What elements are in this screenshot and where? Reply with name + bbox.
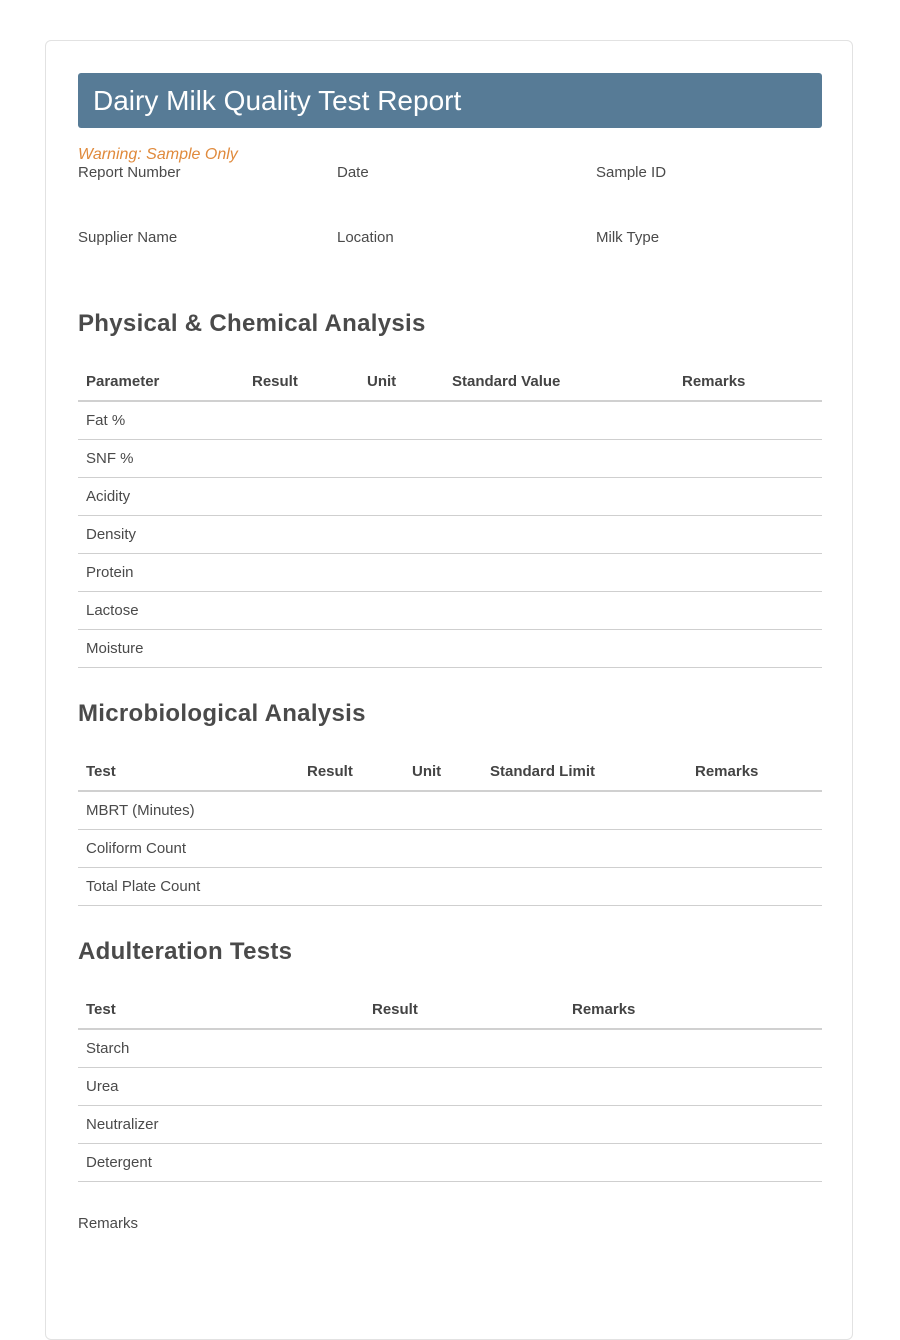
standard-cell[interactable] <box>444 630 674 668</box>
test-name: Urea <box>78 1068 364 1106</box>
remarks-cell[interactable] <box>674 401 822 440</box>
remarks-cell[interactable] <box>674 630 822 668</box>
table-row <box>78 830 822 868</box>
standard-cell[interactable] <box>482 868 687 906</box>
result-cell[interactable] <box>244 554 359 592</box>
meta-milk-type: Milk Type <box>596 229 660 246</box>
col-result: Result <box>244 362 359 401</box>
report-header <box>78 73 822 128</box>
parameter-name: Protein <box>78 554 244 592</box>
result-cell[interactable] <box>364 1144 564 1182</box>
report-content <box>78 73 822 1232</box>
table-row <box>78 1144 822 1182</box>
unit-cell[interactable] <box>359 554 444 592</box>
col-parameter: Parameter <box>78 362 244 401</box>
standard-cell[interactable] <box>444 516 674 554</box>
table-row <box>78 592 822 630</box>
result-cell[interactable] <box>299 791 404 830</box>
col-unit: Unit <box>359 362 444 401</box>
meta-supplier-name: Supplier Name <box>78 229 178 246</box>
result-cell[interactable] <box>244 516 359 554</box>
report-card <box>45 40 853 1340</box>
table-row <box>78 516 822 554</box>
table-row <box>78 1029 822 1068</box>
standard-cell[interactable] <box>444 478 674 516</box>
col-result: Result <box>299 752 404 791</box>
result-cell[interactable] <box>244 440 359 478</box>
unit-cell[interactable] <box>359 516 444 554</box>
test-name: Total Plate Count <box>78 868 299 906</box>
parameter-name: Lactose <box>78 592 244 630</box>
warning-text: Warning: Sample Only <box>78 146 238 163</box>
adulteration-section-title: Adulteration Tests <box>78 938 293 965</box>
table-row <box>78 401 822 440</box>
remarks-cell[interactable] <box>564 1106 822 1144</box>
test-name: MBRT (Minutes) <box>78 791 299 830</box>
table-row <box>78 868 822 906</box>
standard-cell[interactable] <box>444 440 674 478</box>
col-remarks: Remarks <box>564 990 822 1029</box>
remarks-cell[interactable] <box>687 868 822 906</box>
remarks-cell[interactable] <box>687 791 822 830</box>
result-cell[interactable] <box>244 401 359 440</box>
remarks-cell[interactable] <box>564 1029 822 1068</box>
parameter-name: SNF % <box>78 440 244 478</box>
col-standard-limit: Standard Limit <box>482 752 687 791</box>
result-cell[interactable] <box>299 830 404 868</box>
physical-section-title: Physical & Chemical Analysis <box>78 310 426 337</box>
result-cell[interactable] <box>299 868 404 906</box>
unit-cell[interactable] <box>359 440 444 478</box>
result-cell[interactable] <box>244 592 359 630</box>
table-header-row <box>78 752 822 791</box>
result-cell[interactable] <box>364 1068 564 1106</box>
standard-cell[interactable] <box>444 554 674 592</box>
table-row <box>78 478 822 516</box>
table-row <box>78 1068 822 1106</box>
remarks-cell[interactable] <box>564 1068 822 1106</box>
adulteration-table <box>78 990 822 1182</box>
col-test: Test <box>78 752 299 791</box>
parameter-name: Fat % <box>78 401 244 440</box>
standard-cell[interactable] <box>444 401 674 440</box>
unit-cell[interactable] <box>359 401 444 440</box>
unit-cell[interactable] <box>404 868 482 906</box>
result-cell[interactable] <box>244 630 359 668</box>
standard-cell[interactable] <box>444 592 674 630</box>
table-header-row <box>78 362 822 401</box>
standard-cell[interactable] <box>482 830 687 868</box>
parameter-name: Moisture <box>78 630 244 668</box>
meta-fields <box>78 164 822 247</box>
table-row <box>78 630 822 668</box>
meta-date: Date <box>337 164 369 181</box>
table-row <box>78 440 822 478</box>
test-name: Detergent <box>78 1144 364 1182</box>
unit-cell[interactable] <box>359 592 444 630</box>
remarks-cell[interactable] <box>674 440 822 478</box>
unit-cell[interactable] <box>359 630 444 668</box>
parameter-name: Density <box>78 516 244 554</box>
unit-cell[interactable] <box>404 791 482 830</box>
col-test: Test <box>78 990 364 1029</box>
col-remarks: Remarks <box>687 752 822 791</box>
result-cell[interactable] <box>364 1029 564 1068</box>
micro-table <box>78 752 822 906</box>
standard-cell[interactable] <box>482 791 687 830</box>
remarks-cell[interactable] <box>674 592 822 630</box>
result-cell[interactable] <box>244 478 359 516</box>
meta-location: Location <box>337 229 394 246</box>
report-title: Dairy Milk Quality Test Report <box>93 84 462 116</box>
unit-cell[interactable] <box>404 830 482 868</box>
test-name: Neutralizer <box>78 1106 364 1144</box>
col-remarks: Remarks <box>674 362 822 401</box>
remarks-label: Remarks <box>78 1215 139 1232</box>
table-row <box>78 1106 822 1144</box>
table-header-row <box>78 990 822 1029</box>
meta-sample-id: Sample ID <box>596 164 667 181</box>
micro-section-title: Microbiological Analysis <box>78 700 366 727</box>
result-cell[interactable] <box>364 1106 564 1144</box>
remarks-cell[interactable] <box>564 1144 822 1182</box>
physical-table <box>78 362 822 668</box>
remarks-cell[interactable] <box>674 554 822 592</box>
col-standard-value: Standard Value <box>444 362 674 401</box>
parameter-name: Acidity <box>78 478 244 516</box>
table-row <box>78 791 822 830</box>
remarks-cell[interactable] <box>674 478 822 516</box>
table-row <box>78 554 822 592</box>
test-name: Coliform Count <box>78 830 299 868</box>
col-unit: Unit <box>404 752 482 791</box>
remarks-cell[interactable] <box>674 516 822 554</box>
remarks-cell[interactable] <box>687 830 822 868</box>
test-name: Starch <box>78 1029 364 1068</box>
col-result: Result <box>364 990 564 1029</box>
meta-report-number: Report Number <box>78 164 181 181</box>
unit-cell[interactable] <box>359 478 444 516</box>
